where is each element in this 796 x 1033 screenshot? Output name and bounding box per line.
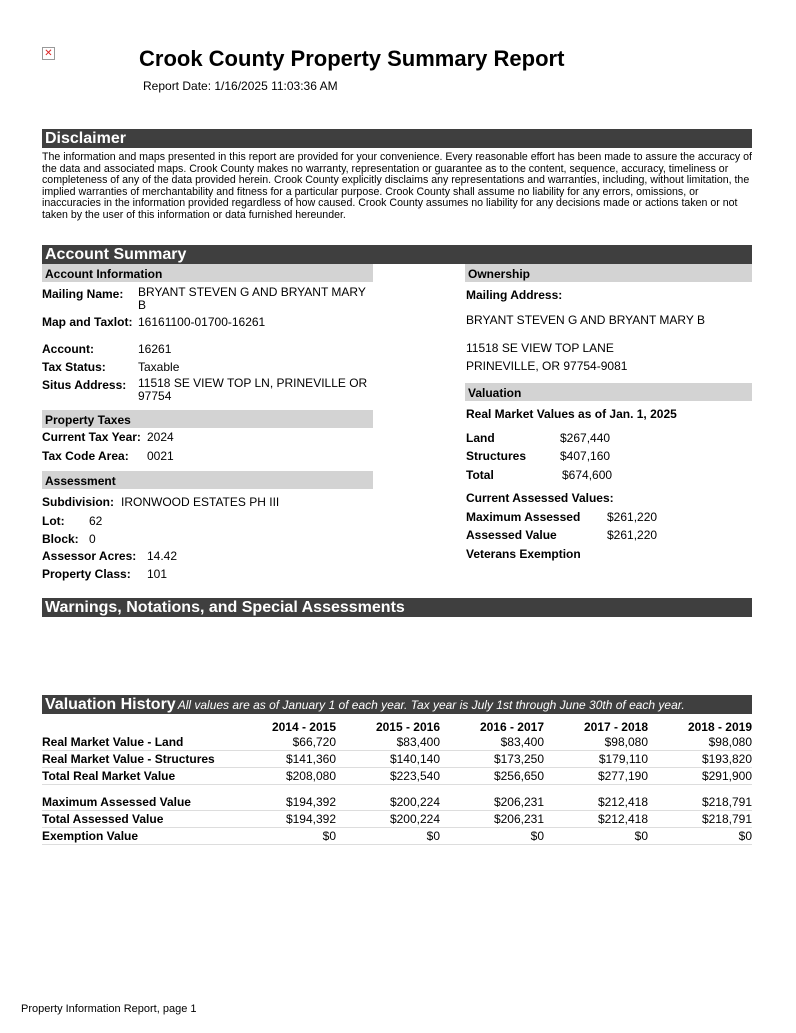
- warnings-header: [42, 598, 752, 617]
- assessor-acres-value: 14.42: [147, 549, 178, 563]
- property-class-label: Property Class:: [42, 567, 131, 581]
- year-header: 2014 - 2015: [271, 719, 336, 734]
- row-label: Real Market Value - Structures: [42, 751, 232, 768]
- property-class-value: 101: [147, 567, 168, 581]
- table-row: [42, 768, 752, 785]
- row-label: Maximum Assessed Value: [42, 794, 232, 811]
- map-taxlot-value: 16161100-01700-16261: [138, 315, 266, 329]
- table-cell: $0: [440, 828, 544, 845]
- assessment-header: Assessment: [42, 471, 373, 489]
- table-row: [42, 794, 752, 811]
- row-label: Total Assessed Value: [42, 811, 232, 828]
- structures-label: Structures: [466, 449, 527, 463]
- table-cell: $194,392: [232, 794, 336, 811]
- report-date: Report Date: 1/16/2025 11:03:36 AM: [143, 79, 338, 93]
- table-cell: $179,110: [544, 751, 648, 768]
- structures-value: $407,160: [560, 449, 611, 463]
- mailing-name-value: BRYANT STEVEN G AND BRYANT MARY B: [138, 285, 366, 312]
- table-cell: $223,540: [336, 768, 440, 785]
- current-tax-year-value: 2024: [147, 430, 174, 444]
- table-cell: $0: [232, 828, 336, 845]
- table-cell: $83,400: [336, 734, 440, 751]
- row-label: Real Market Value - Land: [42, 734, 232, 751]
- page-footer: Property Information Report, page 1: [21, 1003, 197, 1015]
- assessed-value: $261,220: [607, 528, 658, 542]
- account-summary-heading: Account Summary: [45, 246, 187, 263]
- total-value: $674,600: [562, 468, 613, 482]
- block-label: Block:: [42, 532, 79, 546]
- subdivision-value: IRONWOOD ESTATES PH III: [121, 495, 280, 509]
- valuation-history-table: [42, 719, 752, 845]
- tax-code-area-value: 0021: [147, 449, 174, 463]
- table-cell: $206,231: [440, 794, 544, 811]
- table-cell: $0: [648, 828, 752, 845]
- year-header: 2018 - 2019: [687, 719, 752, 734]
- table-cell: $212,418: [544, 811, 648, 828]
- table-cell: $98,080: [648, 734, 752, 751]
- block-value: 0: [89, 532, 96, 546]
- table-cell: $218,791: [648, 794, 752, 811]
- max-assessed-value: $261,220: [607, 510, 658, 524]
- current-tax-year-label: Current Tax Year:: [42, 430, 141, 444]
- table-cell: $208,080: [232, 768, 336, 785]
- property-taxes-header: Property Taxes: [42, 410, 373, 428]
- disclaimer-heading: Disclaimer: [45, 130, 126, 147]
- table-cell: $98,080: [544, 734, 648, 751]
- ownership-header: Ownership: [465, 264, 752, 282]
- table-cell: $256,650: [440, 768, 544, 785]
- rmv-title: Real Market Values as of Jan. 1, 2025: [466, 407, 677, 421]
- table-cell: $193,820: [648, 751, 752, 768]
- account-summary-header: [42, 245, 752, 264]
- spacer-row: [42, 785, 752, 795]
- table-cell: $140,140: [336, 751, 440, 768]
- table-cell: $200,224: [336, 794, 440, 811]
- table-cell: $173,250: [440, 751, 544, 768]
- land-value: $267,440: [560, 431, 611, 445]
- account-value: 16261: [138, 342, 172, 356]
- valuation-header: Valuation: [465, 383, 752, 401]
- table-row: [42, 751, 752, 768]
- disclaimer-text: The information and maps presented in this report are provided for your convenience. Every reasonable effort has been made to assure the accuracy of the data and associated maps. Crook County makes no warranty, representation or guarantee as to the content, sequence, accuracy, timeliness or completeness of any of the data provided herein. Crook County explicitly disclaims any representations and warranties, including, without limitation, the implied warranties of merchantability and fitness for a particular purpose. Crook County shall assume no liability for any errors, omissions, or inaccuracies in the information provided regardless of how caused. Crook County assumes no liability for any decisions made or actions taken or not taken by the user of this information or data furnished hereunder.: [42, 151, 752, 221]
- owner-name: BRYANT STEVEN G AND BRYANT MARY B: [466, 313, 705, 327]
- page-title: Crook County Property Summary Report: [139, 46, 565, 71]
- current-assessed-title: Current Assessed Values:: [466, 491, 614, 505]
- table-cell: $291,900: [648, 768, 752, 785]
- table-cell: $0: [336, 828, 440, 845]
- row-label-header: [42, 719, 232, 734]
- table-row: [42, 734, 752, 751]
- valuation-history-header: [42, 695, 752, 714]
- land-label: Land: [466, 431, 495, 445]
- valuation-history-heading: Valuation History: [45, 696, 176, 713]
- total-label: Total: [466, 468, 494, 482]
- tax-status-value: Taxable: [138, 360, 180, 374]
- situs-address-value: 11518 SE VIEW TOP LN, PRINEVILLE OR 97754: [138, 376, 368, 403]
- year-header-row: [42, 719, 752, 734]
- owner-city: PRINEVILLE, OR 97754-9081: [466, 359, 628, 373]
- table-cell: $83,400: [440, 734, 544, 751]
- warnings-heading: Warnings, Notations, and Special Assessments: [45, 599, 405, 616]
- max-assessed-label: Maximum Assessed: [466, 510, 581, 524]
- table-cell: $200,224: [336, 811, 440, 828]
- row-label: Exemption Value: [42, 828, 232, 845]
- year-header: 2017 - 2018: [583, 719, 648, 734]
- subdivision-label: Subdivision:: [42, 495, 114, 509]
- situs-address-label: Situs Address:: [42, 378, 127, 392]
- owner-street: 11518 SE VIEW TOP LANE: [466, 341, 614, 355]
- table-cell: $194,392: [232, 811, 336, 828]
- account-label: Account:: [42, 342, 94, 356]
- broken-image-icon: ✕: [42, 47, 55, 60]
- table-row: [42, 828, 752, 845]
- mailing-name-label: Mailing Name:: [42, 287, 124, 301]
- tax-code-area-label: Tax Code Area:: [42, 449, 129, 463]
- table-cell: $66,720: [232, 734, 336, 751]
- year-header: 2015 - 2016: [375, 719, 440, 734]
- table-cell: $0: [544, 828, 648, 845]
- lot-label: Lot:: [42, 514, 65, 528]
- table-row: [42, 811, 752, 828]
- year-header: 2016 - 2017: [479, 719, 544, 734]
- assessor-acres-label: Assessor Acres:: [42, 549, 137, 563]
- table-cell: $206,231: [440, 811, 544, 828]
- map-taxlot-label: Map and Taxlot:: [42, 315, 133, 329]
- assessed-value-label: Assessed Value: [466, 528, 557, 542]
- table-cell: $218,791: [648, 811, 752, 828]
- lot-value: 62: [89, 514, 103, 528]
- account-information-header: Account Information: [42, 264, 373, 282]
- row-label: Total Real Market Value: [42, 768, 232, 785]
- valuation-history-note: All values are as of January 1 of each year. Tax year is July 1st through June 30th of each year.: [177, 698, 685, 712]
- table-cell: $212,418: [544, 794, 648, 811]
- table-cell: $141,360: [232, 751, 336, 768]
- disclaimer-header: [42, 129, 752, 148]
- veterans-exemption-label: Veterans Exemption: [466, 547, 581, 561]
- tax-status-label: Tax Status:: [42, 360, 106, 374]
- mailing-address-label: Mailing Address:: [466, 288, 563, 302]
- table-cell: $277,190: [544, 768, 648, 785]
